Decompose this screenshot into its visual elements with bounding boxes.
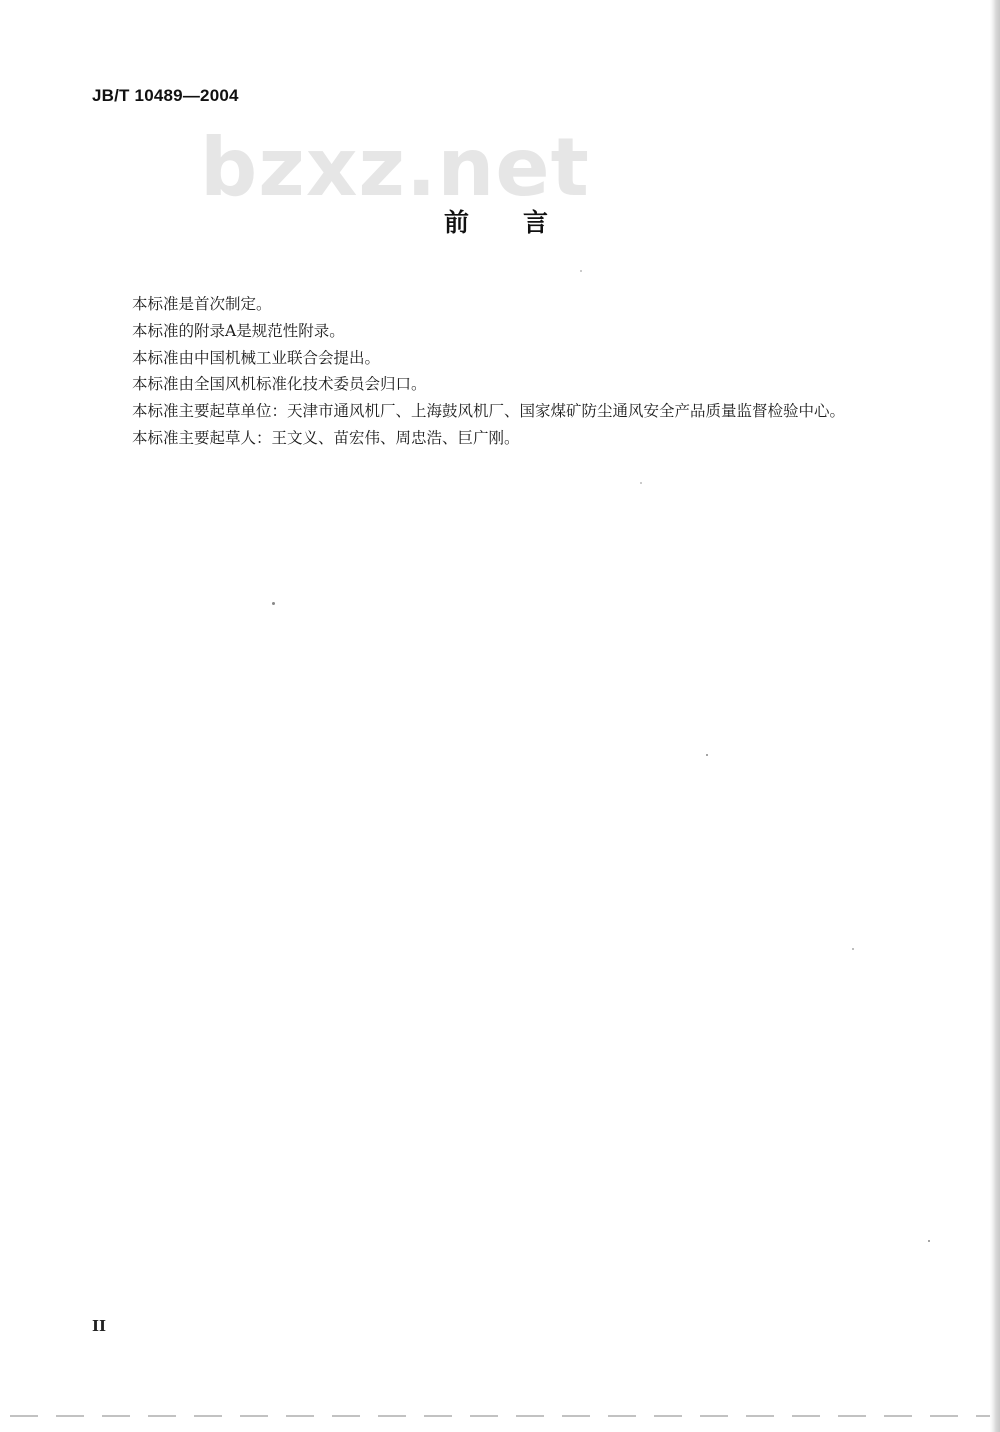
paragraph-first-edition: 本标准是首次制定。 [132, 295, 272, 313]
scan-speck [928, 1240, 930, 1242]
scan-speck [706, 754, 708, 756]
scan-speck [640, 482, 642, 484]
scan-bottom-artifact [10, 1415, 990, 1417]
page-title: 前言 [444, 208, 603, 237]
scan-speck [580, 270, 582, 272]
paragraph-committee: 本标准由全国风机标准化技术委员会归口。 [132, 375, 427, 394]
scan-speck [852, 948, 854, 950]
page-number: II [92, 1317, 107, 1335]
paragraph-annex: 本标准的附录A是规范性附录。 [132, 321, 345, 340]
watermark-logo: bzxz.net [200, 121, 590, 214]
standard-code: JB/T 10489—2004 [92, 86, 239, 105]
scan-edge-shadow [990, 0, 1000, 1432]
preface-body [86, 291, 906, 452]
scan-speck [272, 602, 275, 605]
paragraph-proposer: 本标准由中国机械工业联合会提出。 [132, 348, 381, 367]
paragraph-drafting-units: 本标准主要起草单位：天津市通风机厂、上海鼓风机厂、国家煤矿防尘通风安全产品质量监督检验中心。 [132, 402, 846, 421]
paragraph-drafters: 本标准主要起草人：王文义、苗宏伟、周忠浩、巨广刚。 [132, 428, 520, 447]
